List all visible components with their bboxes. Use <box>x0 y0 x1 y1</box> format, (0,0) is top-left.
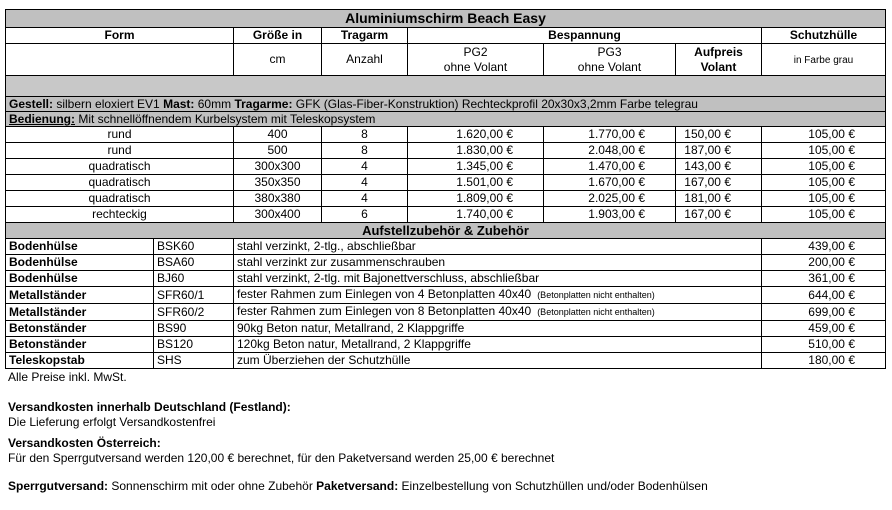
cover-price-cell: 105,00 € <box>762 191 886 207</box>
accessory-code: BS120 <box>154 337 234 353</box>
accessory-row <box>6 337 886 353</box>
arms-cell: 4 <box>322 159 408 175</box>
accessory-description <box>234 255 762 271</box>
accessory-price: 180,00 € <box>762 353 886 369</box>
cover-price-cell: 105,00 € <box>762 159 886 175</box>
accessory-price: 644,00 € <box>762 287 886 304</box>
header-farbe: in Farbe grau <box>762 44 886 76</box>
accessory-desc-text: 120kg Beton natur, Metallrand, 2 Klappgriffe <box>237 337 471 351</box>
form-cell: quadratisch <box>6 191 234 207</box>
accessory-desc-text: stahl verzinkt, 2-tlg., abschließbar <box>237 239 416 253</box>
accessory-row <box>6 271 886 287</box>
size-cell: 350x350 <box>234 175 322 191</box>
gray-spacer-row <box>6 76 886 97</box>
note-at-text: Für den Sperrgutversand werden 120,00 € berechnet, für den Paketversand werden 25,00 € berechnet <box>8 451 555 465</box>
umbrella-row <box>6 159 886 175</box>
pg3-price-cell: 2.048,00 € <box>544 143 676 159</box>
accessory-description <box>234 304 762 321</box>
pg3-price-cell: 1.770,00 € <box>544 127 676 143</box>
accessory-desc-text: fester Rahmen zum Einlegen von 4 Betonplatten 40x40 <box>237 287 532 301</box>
accessory-price: 361,00 € <box>762 271 886 287</box>
accessory-description <box>234 271 762 287</box>
accessory-name: Betonständer <box>6 321 154 337</box>
accessory-price: 699,00 € <box>762 304 886 321</box>
accessory-row <box>6 353 886 369</box>
price-table <box>5 9 886 369</box>
volant-price-cell: 167,00 € <box>676 175 762 191</box>
volant-price-cell: 181,00 € <box>676 191 762 207</box>
header-groesse: Größe in <box>234 28 322 44</box>
accessory-row <box>6 321 886 337</box>
pg2-price-cell: 1.620,00 € <box>408 127 544 143</box>
accessory-row <box>6 287 886 304</box>
accessory-name: Metallständer <box>6 287 154 304</box>
pg2-price-cell: 1.345,00 € <box>408 159 544 175</box>
size-cell: 300x300 <box>234 159 322 175</box>
pg2-price-cell: 1.830,00 € <box>408 143 544 159</box>
accessory-row <box>6 304 886 321</box>
cover-price-cell: 105,00 € <box>762 127 886 143</box>
accessory-code: SFR60/2 <box>154 304 234 321</box>
accessory-desc-text: zum Überziehen der Schutzhülle <box>237 353 411 367</box>
accessory-price: 510,00 € <box>762 337 886 353</box>
accessory-desc-text: fester Rahmen zum Einlegen von 8 Betonplatten 40x40 <box>237 304 532 318</box>
header-pg3: PG3 ohne Volant <box>544 44 676 76</box>
note-shipping-types: Sperrgutversand: Sonnenschirm mit oder ohne Zubehör Paketversand: Einzelbestellung von Schutzhüllen und/oder Bodenhülsen <box>8 479 708 493</box>
accessory-price: 459,00 € <box>762 321 886 337</box>
info-gestell: Gestell: silbern eloxiert EV1 Mast: 60mm Tragarme: GFK (Glas-Fiber-Konstruktion) Rechteckprofil 20x30x3,2mm Farbe telegrau <box>6 97 886 112</box>
pg3-price-cell: 1.903,00 € <box>544 207 676 223</box>
umbrella-row <box>6 127 886 143</box>
note-de-heading: Versandkosten innerhalb Deutschland (Festland): <box>8 400 291 414</box>
info-bedienung: Bedienung: Mit schnellöffnendem Kurbelsystem mit Teleskopsystem <box>6 112 886 127</box>
note-at-heading: Versandkosten Österreich: <box>8 436 161 450</box>
accessory-name: Bodenhülse <box>6 271 154 287</box>
size-cell: 500 <box>234 143 322 159</box>
header-form: Form <box>6 28 234 44</box>
accessories-title: Aufstellzubehör & Zubehör <box>6 223 886 239</box>
cover-price-cell: 105,00 € <box>762 175 886 191</box>
volant-price-cell: 167,00 € <box>676 207 762 223</box>
header-aufpreis: Aufpreis Volant <box>676 44 762 76</box>
cover-price-cell: 105,00 € <box>762 207 886 223</box>
accessory-name: Betonständer <box>6 337 154 353</box>
header-form-empty <box>6 44 234 76</box>
accessory-desc-text: 90kg Beton natur, Metallrand, 2 Klappgriffe <box>237 321 465 335</box>
accessory-code: BS90 <box>154 321 234 337</box>
accessory-description <box>234 337 762 353</box>
arms-cell: 8 <box>322 143 408 159</box>
accessory-code: SFR60/1 <box>154 287 234 304</box>
note-prices: Alle Preise inkl. MwSt. <box>8 370 127 384</box>
accessory-name: Teleskopstab <box>6 353 154 369</box>
accessory-description <box>234 239 762 255</box>
accessory-row <box>6 239 886 255</box>
arms-cell: 8 <box>322 127 408 143</box>
umbrella-row <box>6 175 886 191</box>
price-sheet <box>5 9 885 494</box>
header-anzahl: Anzahl <box>322 44 408 76</box>
accessory-code: BSK60 <box>154 239 234 255</box>
umbrella-row <box>6 191 886 207</box>
pg3-price-cell: 2.025,00 € <box>544 191 676 207</box>
accessory-row <box>6 255 886 271</box>
volant-price-cell: 187,00 € <box>676 143 762 159</box>
size-cell: 300x400 <box>234 207 322 223</box>
size-cell: 400 <box>234 127 322 143</box>
notes-section <box>5 370 885 494</box>
pg2-price-cell: 1.809,00 € <box>408 191 544 207</box>
umbrella-row <box>6 143 886 159</box>
arms-cell: 4 <box>322 191 408 207</box>
accessory-description <box>234 321 762 337</box>
arms-cell: 4 <box>322 175 408 191</box>
header-tragarm: Tragarm <box>322 28 408 44</box>
pg3-price-cell: 1.470,00 € <box>544 159 676 175</box>
pg2-price-cell: 1.740,00 € <box>408 207 544 223</box>
form-cell: rund <box>6 143 234 159</box>
form-cell: rechteckig <box>6 207 234 223</box>
size-cell: 380x380 <box>234 191 322 207</box>
volant-price-cell: 150,00 € <box>676 127 762 143</box>
accessory-name: Bodenhülse <box>6 239 154 255</box>
header-cm: cm <box>234 44 322 76</box>
accessory-price: 200,00 € <box>762 255 886 271</box>
accessory-name: Metallständer <box>6 304 154 321</box>
umbrella-row <box>6 207 886 223</box>
form-cell: rund <box>6 127 234 143</box>
accessory-description <box>234 287 762 304</box>
accessory-code: SHS <box>154 353 234 369</box>
header-schutzhuelle: Schutzhülle <box>762 28 886 44</box>
volant-price-cell: 143,00 € <box>676 159 762 175</box>
form-cell: quadratisch <box>6 159 234 175</box>
header-pg2: PG2 ohne Volant <box>408 44 544 76</box>
accessory-note: (Betonplatten nicht enthalten) <box>537 307 655 317</box>
arms-cell: 6 <box>322 207 408 223</box>
accessory-description <box>234 353 762 369</box>
accessory-desc-text: stahl verzinkt zur zusammenschrauben <box>237 255 446 269</box>
accessory-code: BJ60 <box>154 271 234 287</box>
header-bespannung: Bespannung <box>408 28 762 44</box>
accessory-code: BSA60 <box>154 255 234 271</box>
form-cell: quadratisch <box>6 175 234 191</box>
cover-price-cell: 105,00 € <box>762 143 886 159</box>
note-de-text: Die Lieferung erfolgt Versandkostenfrei <box>8 415 216 429</box>
accessory-price: 439,00 € <box>762 239 886 255</box>
pg2-price-cell: 1.501,00 € <box>408 175 544 191</box>
accessory-name: Bodenhülse <box>6 255 154 271</box>
table-title: Aluminiumschirm Beach Easy <box>6 10 886 28</box>
accessory-desc-text: stahl verzinkt, 2-tlg. mit Bajonettverschluss, abschließbar <box>237 271 540 285</box>
accessory-note: (Betonplatten nicht enthalten) <box>537 290 655 300</box>
pg3-price-cell: 1.670,00 € <box>544 175 676 191</box>
